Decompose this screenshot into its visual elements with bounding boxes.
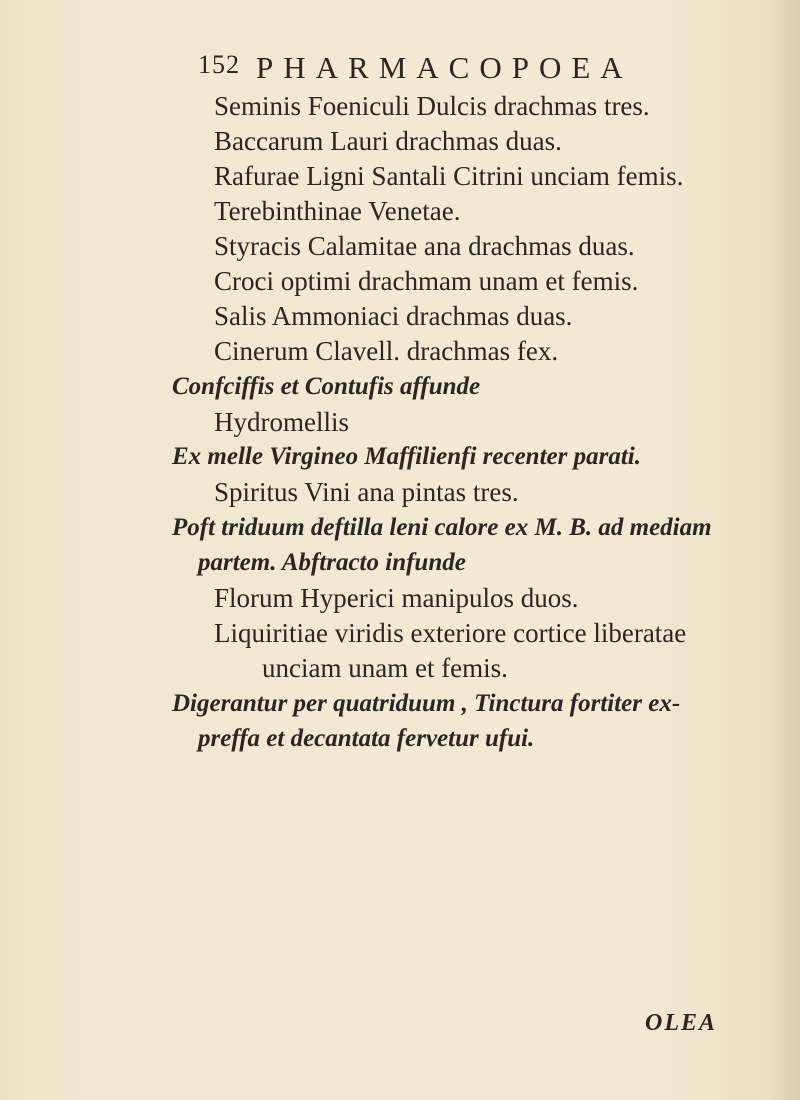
instruction-line: preffa et decantata fervetur ufui. bbox=[198, 725, 535, 752]
instruction-line: Confciffis et Contufis affunde bbox=[172, 373, 481, 400]
text-line: Rafurae Ligni Santali Citrini unciam femis. bbox=[214, 161, 684, 191]
instruction-line: Ex melle Virgineo Maffilienfi recenter parati. bbox=[172, 443, 641, 470]
text-line: Seminis Foeniculi Dulcis drachmas tres. bbox=[214, 91, 650, 121]
instruction-line: partem. Abftracto infunde bbox=[198, 549, 466, 576]
text-line: Liquiritiae viridis exteriore cortice liberatae bbox=[214, 618, 687, 648]
instruction-line: Poft triduum deftilla leni calore ex M. B. ad mediam bbox=[172, 514, 712, 541]
running-title: PHARMACOPOEA bbox=[256, 50, 633, 85]
page-header bbox=[0, 50, 800, 90]
text-line: Styracis Calamitae ana drachmas duas. bbox=[214, 231, 635, 261]
catchword: OLEA bbox=[645, 1010, 718, 1036]
text-line: Cinerum Clavell. drachmas fex. bbox=[214, 336, 559, 366]
text-line: Baccarum Lauri drachmas duas. bbox=[214, 126, 562, 156]
page-number: 152 bbox=[198, 50, 240, 79]
text-line: Salis Ammoniaci drachmas duas. bbox=[214, 301, 573, 331]
text-line: Florum Hyperici manipulos duos. bbox=[214, 583, 579, 613]
text-line: unciam unam et femis. bbox=[262, 653, 508, 683]
text-line: Hydromellis bbox=[214, 407, 349, 437]
instruction-line: Digerantur per quatriduum , Tinctura fortiter ex- bbox=[172, 690, 681, 717]
text-line: Croci optimi drachmam unam et femis. bbox=[214, 266, 639, 296]
text-line: Spiritus Vini ana pintas tres. bbox=[214, 477, 519, 507]
text-line: Terebinthinae Venetae. bbox=[214, 196, 461, 226]
